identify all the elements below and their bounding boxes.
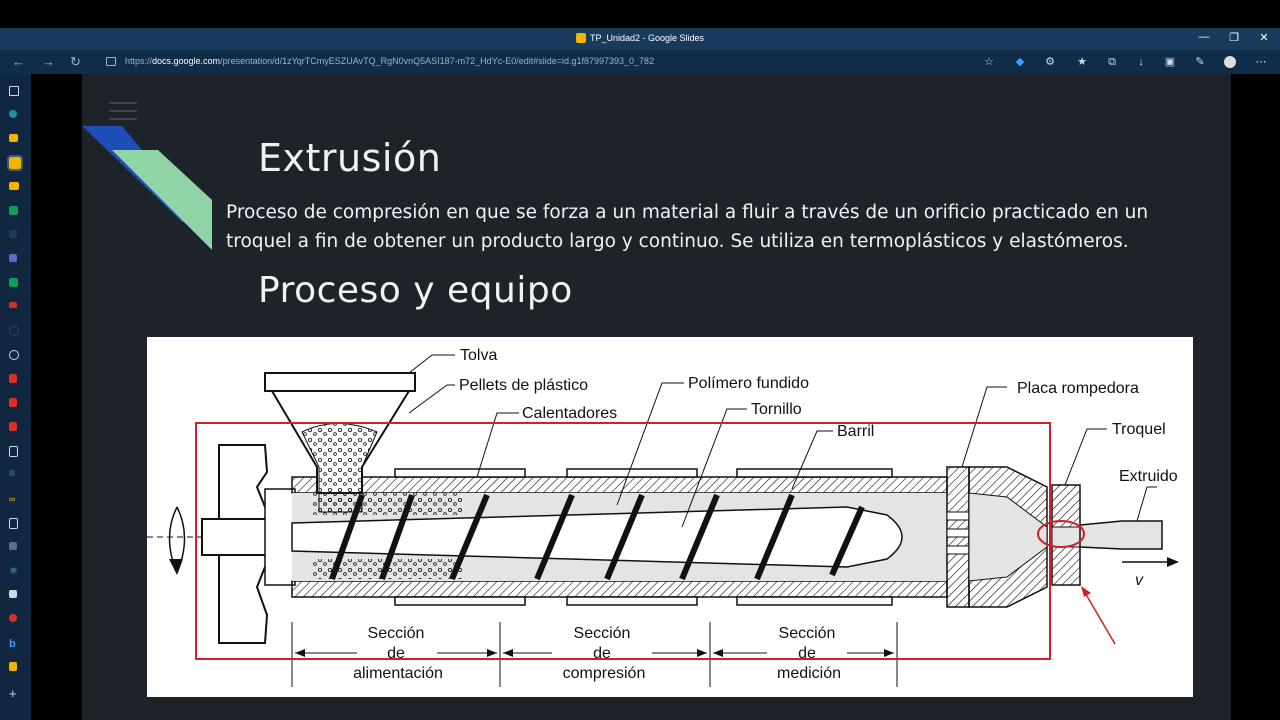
- window-title: TP_Unidad2 - Google Slides: [0, 33, 1280, 43]
- pdf-icon-3[interactable]: [9, 422, 17, 431]
- label-placa: Placa rompedora: [1017, 380, 1139, 397]
- label-polimero: Polímero fundido: [688, 375, 809, 392]
- annotation-arrow: [1084, 591, 1115, 644]
- label-v: v: [1135, 572, 1143, 589]
- feedback-icon[interactable]: ✎: [1195, 56, 1205, 68]
- hopper-rim: [265, 373, 415, 391]
- barrel-bottom-wall: [292, 581, 947, 597]
- favorites-icon[interactable]: ★: [1077, 56, 1087, 68]
- label-troquel: Troquel: [1112, 421, 1166, 438]
- file-icon[interactable]: [9, 446, 18, 457]
- react-icon[interactable]: ⚛: [9, 566, 18, 577]
- maximize-button[interactable]: ❐: [1229, 32, 1239, 44]
- label-tornillo: Tornillo: [751, 401, 802, 418]
- section-feed-l2: de: [387, 645, 405, 662]
- record-icon[interactable]: [9, 614, 17, 622]
- browser-sidebar: [0, 74, 31, 720]
- profile-avatar-icon[interactable]: [1224, 56, 1236, 68]
- add-icon[interactable]: +: [9, 686, 17, 701]
- slide-title: Extrusión: [258, 136, 442, 180]
- infinity-icon[interactable]: ∞: [9, 494, 16, 504]
- barrel-top-wall: [292, 477, 947, 493]
- close-button[interactable]: ✕: [1259, 32, 1269, 44]
- favorite-star-icon[interactable]: ☆: [984, 56, 994, 68]
- slides-favicon-icon: [576, 33, 586, 43]
- back-arrow-icon[interactable]: ←: [12, 54, 25, 69]
- section-compression-l3: compresión: [562, 665, 646, 682]
- shaft-coupling: [265, 489, 295, 585]
- file-icon-3[interactable]: [9, 662, 17, 671]
- extension-icon[interactable]: ◆: [1015, 56, 1025, 68]
- address-bar: [0, 50, 1280, 74]
- edge-icon[interactable]: [9, 110, 17, 118]
- loading-icon[interactable]: [9, 326, 19, 336]
- sheets-icon-2[interactable]: [9, 278, 18, 287]
- slide: [82, 74, 1231, 720]
- more-menu-icon[interactable]: ⋯: [1255, 56, 1267, 68]
- contact-icon[interactable]: [9, 590, 17, 598]
- puzzle-icon[interactable]: ⚙: [1045, 56, 1055, 68]
- decorative-stripes: [82, 122, 222, 252]
- section-metering-l3: medición: [776, 665, 842, 682]
- download-icon[interactable]: ↓: [1138, 56, 1144, 68]
- lock-icon: [106, 57, 116, 66]
- sheets-icon[interactable]: [9, 206, 18, 215]
- section-feed-l3: alimentación: [353, 665, 443, 682]
- pdf-icon[interactable]: [9, 374, 17, 383]
- section-metering-l1: Sección: [778, 625, 836, 642]
- file-icon-2[interactable]: [9, 518, 18, 529]
- extruder-diagram: [147, 337, 1193, 697]
- pellets-bottom: [312, 559, 462, 579]
- forward-arrow-icon[interactable]: →: [42, 54, 55, 69]
- circle-icon[interactable]: [9, 350, 19, 360]
- drive-icon[interactable]: [9, 134, 18, 142]
- label-barril: Barril: [837, 423, 875, 440]
- label-calentadores: Calentadores: [522, 405, 618, 422]
- section-labels: [353, 625, 841, 682]
- bing-icon[interactable]: b: [9, 638, 16, 650]
- slide-subtitle: Proceso y equipo: [258, 270, 573, 311]
- slides-icon[interactable]: [9, 182, 19, 190]
- green-stripe: [112, 150, 212, 250]
- tab-actions-icon[interactable]: [9, 86, 19, 96]
- reload-icon[interactable]: ↻: [70, 54, 81, 69]
- label-extruido: Extruido: [1119, 468, 1178, 485]
- window-title-bar: [0, 28, 1280, 50]
- pdf-icon-2[interactable]: [9, 398, 17, 407]
- forms-icon[interactable]: [9, 254, 17, 262]
- url-field[interactable]: https://docs.google.com/presentation/d/1zYqrTCmyESZUAvTQ_RgN0vnQ5ASI187-m72_HdYc-E0/edit#slide=id.g1f87997393_0_782: [125, 56, 655, 66]
- section-metering-l2: de: [798, 645, 816, 662]
- screenshot-icon[interactable]: ▣: [1164, 56, 1176, 68]
- collections-icon[interactable]: ⧉: [1108, 56, 1116, 68]
- section-compression-l2: de: [593, 645, 611, 662]
- extrudate: [1080, 521, 1162, 549]
- slides-tab-icon[interactable]: [9, 157, 21, 169]
- label-tolva: Tolva: [460, 347, 498, 364]
- slide-paragraph: Proceso de compresión en que se forza a un material a fluir a través de un orificio practicado en un troquel a fin de obtener un producto largo y continuo. Se utiliza en termoplásticos y elastómeros.: [226, 202, 1149, 252]
- label-pellets: Pellets de plástico: [459, 377, 588, 394]
- gmail-icon[interactable]: [9, 302, 17, 308]
- app-icon[interactable]: [9, 542, 17, 550]
- dot-icon[interactable]: [9, 470, 15, 476]
- doc-icon[interactable]: [9, 230, 17, 238]
- section-feed-l1: Sección: [367, 625, 425, 642]
- minimize-button[interactable]: —: [1198, 31, 1210, 43]
- section-compression-l1: Sección: [573, 625, 631, 642]
